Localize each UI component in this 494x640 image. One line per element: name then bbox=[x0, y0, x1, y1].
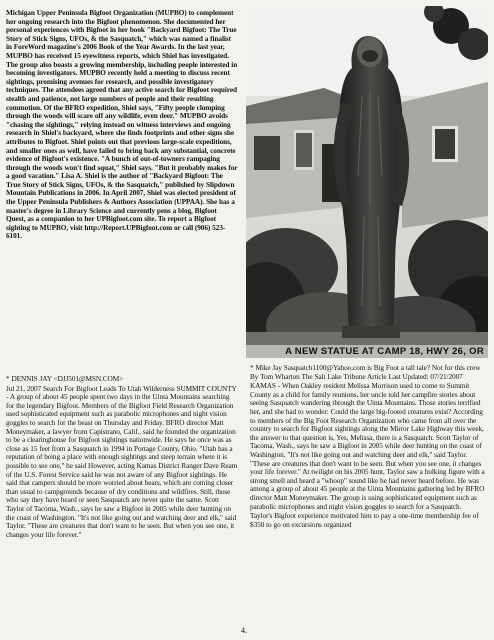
article-byline: * DENNIS JAY <DJJ501@MSN.COM> bbox=[6, 375, 124, 383]
statue-illustration bbox=[246, 6, 488, 358]
article-utah-column bbox=[6, 375, 238, 637]
article-tribune-column bbox=[250, 364, 488, 638]
article-paragraph: Taylor's Bigfoot experience motivated him to pay a one-time membership fee of $350 to go on excursions organized bbox=[250, 511, 479, 529]
article-paragraph: KAMAS - When Oakley resident Melissa Morrison used to come to Summit County as a child for family reunions, her uncle told her campfire stories about seeing Sasquatch wandering through the Uinta Mountains. Those stories terrified her, and she had to wonder: Could the large big-footed creatures exist? According to members of the Big Foot Research Organization who came from all over the country to search for Bigfoot sightings along the Mirror Lake Highway this week, the answer to that question is, Yes, Melissa, there is a Sasquatch. Scott Taylor of Tacoma, Wash., says he saw a Bigfoot in 2005 while deer hunting on the coast of Washington. "It's not like going out and watching deer and elk," said Taylor. "These are creatures that don't want to be seen. But when you see one, it changes your life forever." At twilight on his 2005 hunt, Taylor saw a hulking figure with a strong smell and heard a "whoop" sound like he had never heard before. He was among a group of about 45 people at the Uinta Mountains gathering led by BFRO director Matt Moneymaker. The group is using sophisticated equipment such as parabolic microphones and night vision goggles to search for a Sasquatch. bbox=[250, 381, 485, 511]
article-mupbo-column bbox=[6, 9, 238, 365]
bigfoot-statue-photo bbox=[246, 6, 488, 358]
photo-caption: A NEW STATUE AT CAMP 18, HWY 26, OR bbox=[246, 345, 488, 358]
article-byline: * Mike Jay Sasquatch1100@Yahoo.com is Big Foot a tall tale? Not for this crew By Tom Wharton The Salt Lake Tribune Article Last Updated: 07/21/2007 bbox=[250, 364, 481, 381]
article-paragraph: Jul 21, 2007 Search For Bigfoot Leads To Utah Wilderness SUMMIT COUNTY - A group of about 45 people spent two days in the Uinta Mountains searching for the legendary Bigfoot. Members of the Bigfoot Field Research Organization used sophisticated equipment such as parabolic microphones and night vision goggles to search for the beast on Thursday and Friday. BFRO director Matt Moneymaker, a lawyer from Capistrano, Calif., said he founded the organization to be a clearinghouse for Bigfoot sightings nationwide. He says he once was as close as 15 feet from a Sasquatch in 1994 in Portage County, Ohio. "Utah has a reputation of being a place with enough sightings and steep terrain where it is possible to see one," he said However, acting Kamas District Ranger Dave Ream of the U.S. Forest Service said he was not aware of any Bigfoot sightings. He said that campers should be more worried about bears, which are coming closer than usual to campgrounds because of dry conditions and wildfires. Still, those who say they have heard or seen Sasquatch are never quite the same. Scott Taylor of Tacoma, Wash., says he saw a Bigfoot in 2005 while deer hunting on the coast of Washington. "It's not like going out and watching deer and elk," said Taylor. "These are creatures that don't want to be seen. But when you see one, it changes your life forever." bbox=[6, 383, 238, 539]
page-number: 4. bbox=[241, 626, 247, 635]
article-paragraph: Michigan Upper Peninsula Bigfoot Organization (MUPBO) to complement her ongoing research into the Bigfoot phenomenon. She documented her personal experiences with Bigfoot in her book "Backyard Bigfoot: The True Story of Stick Signs, UFOs, & the Sasquatch," which was named a finalist in ForeWord magazine's 2006 Book of the Year Awards. In the last year, MUPBO has received 15 eyewitness reports, which Shiel has investigated. The group also boasts a growing membership, including people interested in becoming investigators. MUPBO recently held a meeting to discuss recent sightings, promising avenues for research, and possible investigatory techniques. The attendees agreed that any active search for Bigfoot required stealth and patience, not large numbers of people and their resulting commotion. Of the BFRO expedition, Shiel says, "Fifty people clomping through the woods will scare off any wildlife, even deer." MUPBO avoids "chasing the sightings," relying instead on witness interviews and ongoing research in Shiel's backyard, where she finds footprints and other signs she attributes to Bigfoot. Shiel points out that previous large-scale expeditions, and smaller ones as well, have failed to bring back any substantial, concrete evidence of Bigfoot's existence. "A bunch of out-of-towners rampaging through the woods won't find squat," Shiel says. "But it probably makes for a good vacation." Lisa A. Shiel is the author of "Backyard Bigfoot: The True Story of Stick Signs, UFOs, & the Sasquatch," published by Slipdown Mountain Publications in 2006. In April 2007, Shiel was elected president of the Upper Peninsula Publishers & Authors Association (UPPAA). She has a master's degree in Library Science and currently pens a blog, Bigfoot Quest, as a companion to her UPBigfoot.com site. To report a Bigfoot sighting to MUPBO, visit http://Report.UPBigfoot.com or call (906) 523-6101. bbox=[6, 9, 238, 241]
